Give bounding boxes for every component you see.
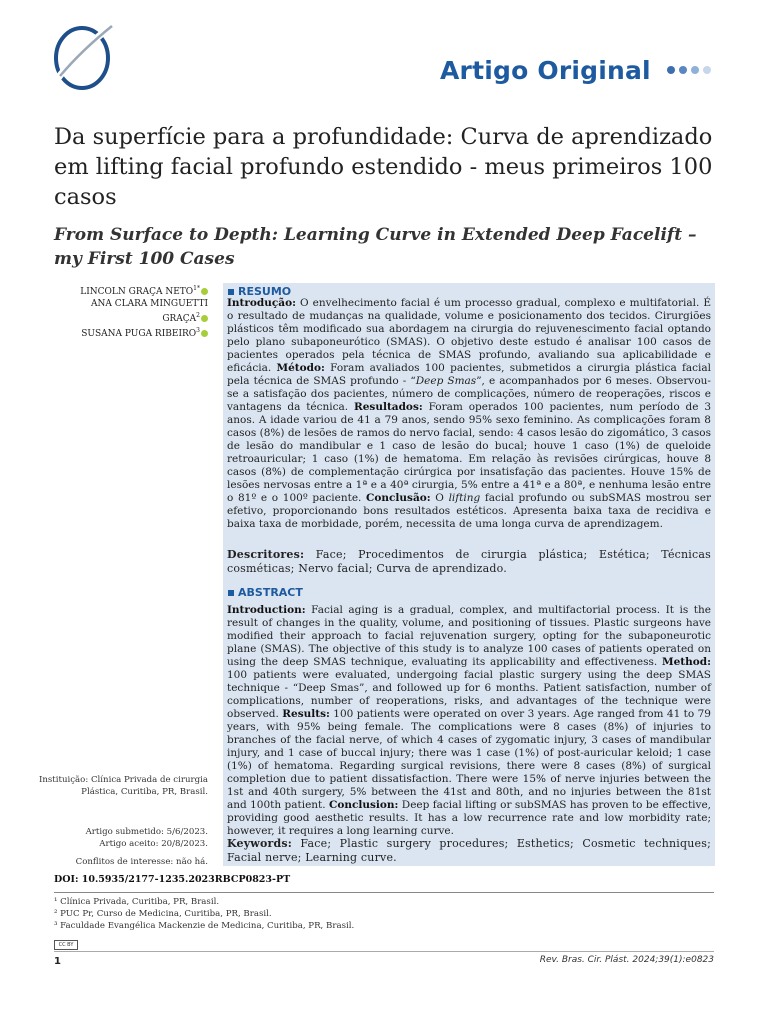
page-footer-divider <box>54 951 714 952</box>
footnote-divider <box>54 892 714 893</box>
header-dots-decoration <box>667 66 711 74</box>
journal-citation: Rev. Bras. Cir. Plást. 2024;39(1):e0823 <box>539 955 714 965</box>
orcid-icon[interactable] <box>201 315 208 322</box>
institution-info: Instituição: Clínica Privada de cirurgia Plástica, Curitiba, PR, Brasil. <box>38 775 208 797</box>
author-list <box>38 283 208 340</box>
title-english: From Surface to Depth: Learning Curve in Extended Deep Facelift – my First 100 Cases <box>54 225 697 269</box>
conflict-of-interest: Conflitos de interesse: não há. <box>75 857 208 867</box>
footnote-1: ¹ Clínica Privada, Curitiba, PR, Brasil. <box>54 897 220 907</box>
creative-commons-icon[interactable]: CC BY <box>54 940 78 950</box>
square-bullet-icon <box>228 590 234 596</box>
author-3: SUSANA PUGA RIBEIRO$^3$ <box>38 325 208 340</box>
footnote-2: ² PUC Pr, Curso de Medicina, Curitiba, PR, Brasil. <box>54 909 272 919</box>
resumo-heading: RESUMO <box>228 285 291 298</box>
abstract-keywords: Keywords: Face; Plastic surgery procedures; Esthetics; Cosmetic techniques; Facial nerve; Learning curve. <box>227 837 711 864</box>
submitted-date: Artigo submetido: 5/6/2023. <box>85 827 208 837</box>
page-number: 1 <box>54 956 61 967</box>
author-2-line2: GRAÇA$^2$ <box>38 310 208 325</box>
title-portuguese: Da superfície para a profundidade: Curva de aprendizado em lifting facial profundo estendido - meus primeiros 100 casos <box>54 124 713 210</box>
orcid-icon[interactable] <box>201 288 208 295</box>
abstract-heading: ABSTRACT <box>228 586 303 599</box>
square-bullet-icon <box>228 289 234 295</box>
accepted-date: Artigo aceito: 20/8/2023. <box>99 839 208 849</box>
article-type-label: Artigo Original <box>440 56 651 85</box>
author-1: LINCOLN GRAÇA $NETO^{1*}$ <box>38 283 208 298</box>
footnote-3: ³ Faculdade Evangélica Mackenzie de Medicina, Curitiba, PR, Brasil. <box>54 921 355 931</box>
abstract-body: Introduction: Facial aging is a gradual, complex, and multifactorial process. It is the result of changes in the quality, volume, and positioning of tissues. Plastic surgeons have modified their approach to facial rejuvenation surgery, opting for the subaponeurotic plane (SMAS). The objective of this study is to analyze 100 cases of patients operated on using the deep SMAS technique, evaluating its applicability and effectiveness. Method: 100 patients were evaluated, undergoing facial plastic surgery using the deep SMAS technique - “Deep Smas”, and followed up for 6 months. Patient satisfaction, number of complications, number of reoperations, risks, and advantages of the technique were observed. Results: 100 patients were operated on over 3 years. Age ranged from 41 to 79 years, with 95% being female. The complications were 8 cases (8%) of injuries to branches of the facial nerve, of which 4 cases of zygomatic injury, 3 cases of mandibular injury, and 1 case of buccal injury; there was 1 case (1%) of post-auricular keloid; 1 case (1%) of hematoma. Regarding surgical revisions, there were 8 cases (8%) of surgical completion due to patient dissatisfaction. There were 15% of nerve injuries between the 1st and 40th surgery, 5% between the 41st and 80th, and no injuries between the 81st and 100th patient. Conclusion: Deep facial lifting or subSMAS has proven to be effective, providing good aesthetic results. It has a low recurrence rate and low morbidity rate; however, it requires a long learning curve. <box>227 604 712 837</box>
journal-logo <box>52 20 116 92</box>
resumo-descriptors: Descritores: Face; Procedimentos de cirurgia plástica; Estética; Técnicas cosméticas; Nervo facial; Curva de aprendizado. <box>227 548 711 575</box>
resumo-body: Introdução: O envelhecimento facial é um processo gradual, complexo e multifatorial. É o resultado de mudanças na qualidade, volume e posicionamento dos tecidos. Cirurgiões plásticos têm modificado sua abordagem na cirurgia do rejuvenescimento facial optando pelo plano subaponeurótico (SMAS). O objetivo deste estudo é analisar 100 casos de pacientes operados pela técnica de SMAS profundo, avaliando sua aplicabilidade e eficácia. Método: Foram avaliados 100 pacientes, submetidos a cirurgia plástica facial pela técnica de SMAS profundo - “Deep Smas”, e acompanhados por 6 meses. Observou-se a satisfação dos pacientes, número de complicações, número de reoperações, riscos e vantagens da técnica. Resultados: Foram operados 100 pacientes, num período de 3 anos. A idade variou de 41 a 79 anos, sendo 95% sexo feminino. As complicações foram 8 casos (8%) de lesões de ramos do nervo facial, sendo: 4 casos lesão do zigomático, 3 casos de lesão do mandibular e 1 caso de lesão do bucal; houve 1 caso (1%) de queloide retroauricular; 1 caso (1%) de hematoma. Em relação às revisões cirúrgicas, houve 8 casos (8%) de complementação cirúrgica por insatisfação das pacientes. Houve 15% de lesões nervosas entre a 1ª e a 40ª cirurgia, 5% entre a 41ª e a 80ª, e nenhuma lesão entre o 81º e o 100º paciente. Conclusão: O lifting facial profundo ou subSMAS mostrou ser efetivo, proporcionando bons resultados estéticos. Apresenta baixa taxa de recidiva e baixa taxa de morbidade, porém, necessita de uma longa curva de aprendizagem. <box>227 297 712 530</box>
doi-link[interactable]: DOI: 10.5935/2177-1235.2023RBCP0823-PT <box>54 874 291 885</box>
orcid-icon[interactable] <box>201 330 208 337</box>
author-2-line1: ANA CLARA MINGUETTI <box>91 299 208 309</box>
